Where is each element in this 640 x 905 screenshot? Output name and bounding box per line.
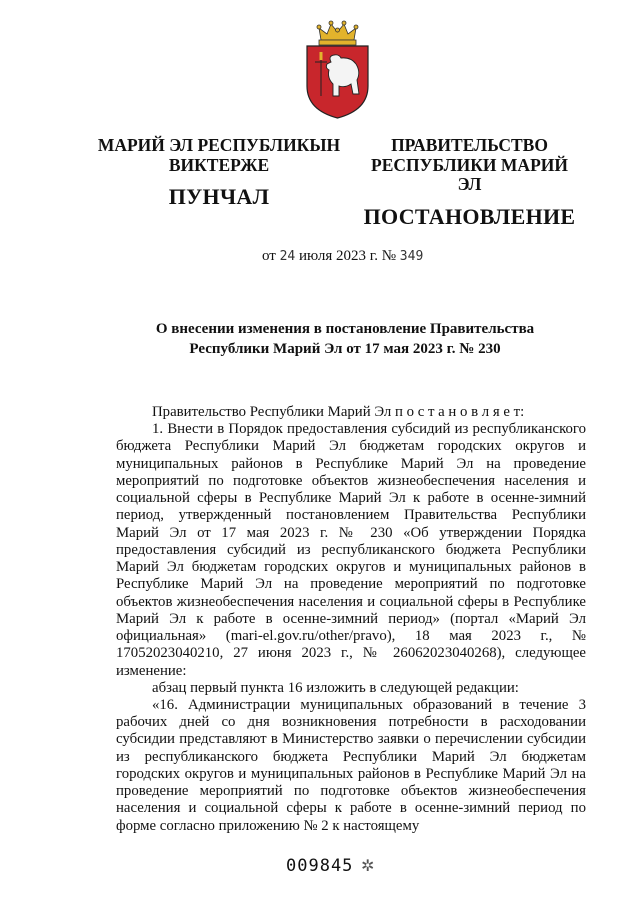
title-line1: О внесении изменения в постановление Правительства — [155, 321, 535, 337]
header-right-doc-type: ПОСТАНОВЛЕНИЕ — [363, 203, 576, 229]
header-right-line2: РЕСПУБЛИКИ МАРИЙ ЭЛ — [371, 154, 568, 195]
paragraph-item-16: «16. Администрации муниципальных образований в течение 3 рабочих дней со дня возникновения потребности в расходовании субсидии представляют в Министерство заявки о перечислении субсидии из республиканского бюджета Республики Марий Эл бюджетам городских округов и муниципальных районов в Республике Марий Эл на проведение мероприятий по подготовке объектов жизнеобеспечения населения и социальной сферы к работе в осенне-зимний период по форме согласно приложению № 2 к настоящему — [116, 696, 586, 834]
serial-number: 009845 — [286, 856, 354, 876]
date-day: 24 — [279, 249, 296, 264]
document-title — [130, 320, 560, 359]
coat-of-arms-emblem — [301, 18, 374, 120]
header-left-line2: ВИКТЕРЖЕ — [168, 154, 270, 175]
paragraph-resolves: Правительство Республики Марий Эл п о с т а н о в л я е т: — [152, 404, 525, 420]
header-left-doc-type: ПУНЧАЛ — [168, 184, 270, 210]
header-left — [95, 136, 343, 210]
header-right — [357, 136, 582, 229]
star-mark-icon: ✲ — [361, 858, 375, 875]
document-date-line — [262, 248, 423, 265]
header-right-line1: ПРАВИТЕЛЬСТВО — [391, 135, 548, 155]
paragraph-item-1: 1. Внести в Порядок предоставления субсидий из республиканского бюджета Республики Марий Эл бюджетам городских округов и муниципальных районов в Республике Марий Эл на проведение мероприятий по подготовке объектов жизнеобеспечения населения и социальной сферы в Республике Марий Эл к работе в осенне-зимний период, утвержденный постановлением Правительства Республики Марий Эл от 17 мая 2023 г. № 230 «Об утверждении Порядка предоставления субсидий из республиканского бюджета Республики Марий Эл бюджетам городских округов и муниципальных районов в Республике Марий Эл на проведение мероприятий по подготовке объектов жизнеобеспечения населения и социальной сферы в Республике Марий Эл к работе в осенне-зимний период» (портал «Марий Эл официальная» (mari-el.gov.ru/other/pravo), 18 мая 2023 г., № 17052023040210, 27 июня 2023 г., № 26062023040268), следующее изменение: — [116, 421, 586, 679]
date-month-year: июля 2023 г. № — [299, 248, 397, 264]
paragraph-amendment-intro: абзац первый пункта 16 изложить в следующей редакции: — [152, 679, 519, 696]
date-prefix: от — [262, 248, 276, 264]
header-left-line1: МАРИЙ ЭЛ РЕСПУБЛИКЫН — [97, 135, 341, 155]
document-body — [116, 404, 586, 835]
title-line2: Республики Марий Эл от 17 мая 2023 г. № 230 — [189, 340, 501, 357]
document-number: 349 — [399, 249, 424, 264]
